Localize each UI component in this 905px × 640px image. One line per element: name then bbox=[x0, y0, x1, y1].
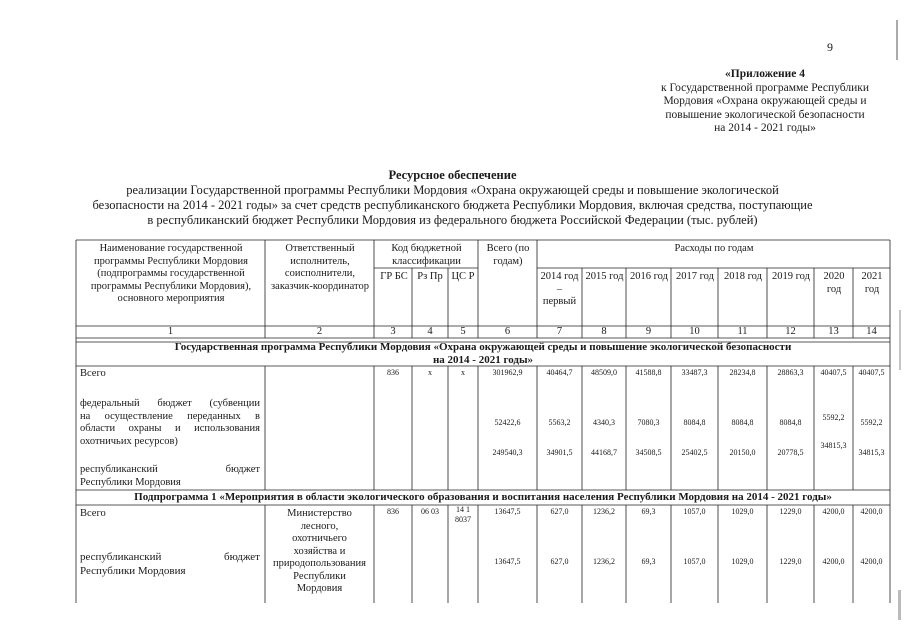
csr-line: 8037 bbox=[455, 515, 471, 524]
header-total: Всего (по годам) bbox=[486, 243, 530, 267]
executor-line: Мордовия bbox=[296, 583, 343, 594]
cell-year-value: 1029,0 bbox=[731, 557, 754, 566]
title-line: в республиканский бюджет Республики Мордовия из федерального бюджета Российской Федерации (тыс. рублей) bbox=[147, 213, 758, 227]
cell-rzpr: 06 03 bbox=[421, 507, 439, 516]
section-title-line: на 2014 - 2021 годы» bbox=[432, 354, 534, 366]
column-number: 4 bbox=[427, 326, 433, 337]
cell-year-value: 44168,7 bbox=[591, 448, 617, 457]
section-title-line: Государственная программа Республики Мордовия «Охрана окружающей среды и повышение экологической безопасности bbox=[174, 341, 792, 353]
cell-year-value: 1057,0 bbox=[683, 557, 706, 566]
executor-line: лесного, bbox=[300, 520, 339, 532]
column-number: 3 bbox=[390, 326, 396, 337]
header-name: Наименование государственной программы Республики Мордовия (подпрограммы государственной программы Республики Мордовия), основного мероприятия bbox=[90, 243, 252, 304]
appendix-line: повышение экологической безопасности bbox=[665, 108, 865, 121]
scan-artifact bbox=[896, 20, 898, 60]
cell-csr: x bbox=[461, 368, 465, 377]
column-number: 12 bbox=[785, 326, 796, 337]
column-number: 5 bbox=[460, 326, 466, 337]
label-line: охотничьих ресурсов) bbox=[80, 435, 178, 447]
cell-executor bbox=[266, 508, 373, 596]
cell-year-value: 1057,0 bbox=[683, 507, 706, 516]
header-rzpr: Рз Пр bbox=[417, 271, 443, 282]
row-label-federal bbox=[80, 398, 260, 448]
appendix-header bbox=[640, 68, 890, 136]
cell-year-value: 40464,7 bbox=[546, 368, 573, 377]
cell-year-value: 48509,0 bbox=[591, 368, 617, 377]
column-number: 1 bbox=[167, 326, 174, 337]
cell-year-value: 28863,3 bbox=[777, 368, 804, 377]
cell-year-value: 40407,5 bbox=[820, 368, 847, 377]
cell-year-value: 4200,0 bbox=[822, 557, 845, 566]
executor-line: природопользования bbox=[273, 558, 366, 569]
header-year: 2017 год bbox=[676, 271, 714, 282]
column-number: 11 bbox=[737, 326, 748, 337]
cell-year-value: 627,0 bbox=[550, 557, 569, 566]
appendix-line: к Государственной программе Республики bbox=[661, 81, 869, 94]
cell-year-value: 28234,8 bbox=[729, 368, 756, 377]
appendix-line: «Приложение 4 bbox=[725, 68, 805, 80]
cell-year-value: 33487,3 bbox=[681, 368, 708, 377]
cell-year-value: 4200,0 bbox=[822, 507, 845, 516]
column-number: 7 bbox=[556, 326, 563, 337]
header-year: 2019 год bbox=[772, 271, 810, 282]
cell-year-value: 40407,5 bbox=[858, 368, 885, 377]
executor-line: Республики bbox=[293, 570, 346, 582]
label-line: области охраны и использования bbox=[80, 423, 260, 434]
cell-year-value: 20150,0 bbox=[729, 448, 756, 457]
cell-year-value: 4200,0 bbox=[860, 507, 883, 516]
cell-year-value: 8084,8 bbox=[731, 418, 754, 427]
page-number: 9 bbox=[827, 40, 833, 54]
section-title: Подпрограмма 1 «Мероприятия в области экологического образования и воспитания населения Республики Мордовия на 2014 - 2021 годы» bbox=[134, 491, 832, 503]
scan-artifact bbox=[899, 310, 901, 370]
cell-grbs: 836 bbox=[387, 368, 399, 377]
cell-year-value: 41588,8 bbox=[635, 368, 662, 377]
header-year: 2020 год bbox=[823, 271, 845, 295]
cell-year-value: 34508,5 bbox=[635, 448, 662, 457]
cell-year-value: 627,0 bbox=[550, 507, 569, 516]
column-number: 8 bbox=[601, 326, 607, 337]
cell-year-value: 5592,2 bbox=[822, 413, 845, 422]
cell-year-value: 69,3 bbox=[641, 557, 656, 566]
document-title bbox=[40, 168, 865, 228]
csr-line: 14 1 bbox=[456, 505, 470, 514]
cell-grbs: 836 bbox=[387, 507, 399, 516]
cell-total: 301962,9 bbox=[492, 368, 523, 377]
cell-total: 52422,6 bbox=[494, 418, 521, 427]
label-line: Республики Мордовия bbox=[80, 565, 186, 577]
cell-total: 13647,5 bbox=[494, 557, 521, 566]
cell-year-value: 5592,2 bbox=[860, 418, 883, 427]
cell-year-value: 7080,3 bbox=[637, 418, 660, 427]
cell-year-value: 1229,0 bbox=[779, 507, 802, 516]
header-year: 2018 год bbox=[724, 271, 762, 282]
cell-year-value: 4340,3 bbox=[593, 418, 615, 427]
header-year: 2014 год – первый bbox=[540, 271, 579, 307]
cell-year-value: 25402,5 bbox=[681, 448, 708, 457]
column-number: 13 bbox=[828, 326, 839, 337]
cell-year-value: 34815,3 bbox=[820, 441, 847, 450]
cell-year-value: 34815,3 bbox=[858, 448, 885, 457]
header-grbs: ГР БС bbox=[380, 271, 408, 282]
column-number: 2 bbox=[316, 326, 323, 337]
cell-year-value: 8084,8 bbox=[683, 418, 706, 427]
header-year: 2016 год bbox=[630, 271, 668, 282]
label-line: федеральный бюджет (субвенции bbox=[80, 398, 260, 409]
cell-total: 249540,3 bbox=[492, 448, 523, 457]
column-number: 6 bbox=[504, 326, 511, 337]
column-number: 14 bbox=[866, 326, 877, 337]
cell-year-value: 4200,0 bbox=[860, 557, 883, 566]
cell-year-value: 8084,8 bbox=[779, 418, 802, 427]
header-executor: Ответственный исполнитель, соисполнители, заказчик-координатор bbox=[271, 243, 369, 292]
cell-year-value: 5563,2 bbox=[548, 418, 571, 427]
executor-line: Министерство bbox=[287, 508, 352, 519]
label-line: Республики Мордовия bbox=[80, 476, 181, 488]
cell-rzpr: x bbox=[428, 368, 432, 377]
header-expenses: Расходы по годам bbox=[674, 243, 754, 254]
row-label-total: Всего bbox=[80, 368, 106, 379]
appendix-line: Мордовия «Охрана окружающей среды и bbox=[663, 95, 867, 107]
cell-year-value: 20778,5 bbox=[777, 448, 804, 457]
scan-artifact bbox=[898, 590, 901, 620]
executor-line: охотничьего bbox=[292, 533, 347, 544]
cell-year-value: 1236,2 bbox=[593, 507, 615, 516]
title-line: безопасности на 2014 - 2021 годы» за счет средств республиканского бюджета Республики Мордовия, включая средства, поступающие bbox=[92, 198, 813, 212]
header-budget-code: Код бюджетной классификации bbox=[391, 243, 462, 267]
cell-year-value: 1029,0 bbox=[731, 507, 754, 516]
appendix-line: на 2014 - 2021 годы» bbox=[714, 122, 816, 134]
section-title bbox=[76, 341, 890, 367]
cell-total: 13647,5 bbox=[494, 507, 521, 516]
cell-csr bbox=[448, 505, 478, 525]
label-line: республиканский бюджет bbox=[80, 464, 260, 475]
label-line: на осуществление переданных в bbox=[80, 410, 260, 422]
column-number: 9 bbox=[645, 326, 652, 337]
cell-year-value: 69,3 bbox=[641, 507, 656, 516]
header-year: 2015 год bbox=[585, 271, 624, 282]
header-csr: ЦС Р bbox=[451, 271, 475, 282]
title-line: Ресурсное обеспечение bbox=[388, 168, 517, 182]
column-number: 10 bbox=[689, 326, 700, 337]
row-label-republic bbox=[80, 464, 260, 489]
cell-year-value: 1236,2 bbox=[593, 557, 615, 566]
cell-year-value: 1229,0 bbox=[779, 557, 802, 566]
row-label-republic bbox=[80, 550, 260, 578]
title-line: реализации Государственной программы Республики Мордовия «Охрана окружающей среды и повышение экологической bbox=[126, 183, 779, 197]
row-label-total: Всего bbox=[80, 508, 106, 519]
cell-year-value: 34901,5 bbox=[546, 448, 573, 457]
header-year: 2021 год bbox=[861, 271, 883, 295]
label-line: республиканский бюджет bbox=[80, 551, 260, 563]
executor-line: хозяйства и bbox=[293, 545, 346, 557]
